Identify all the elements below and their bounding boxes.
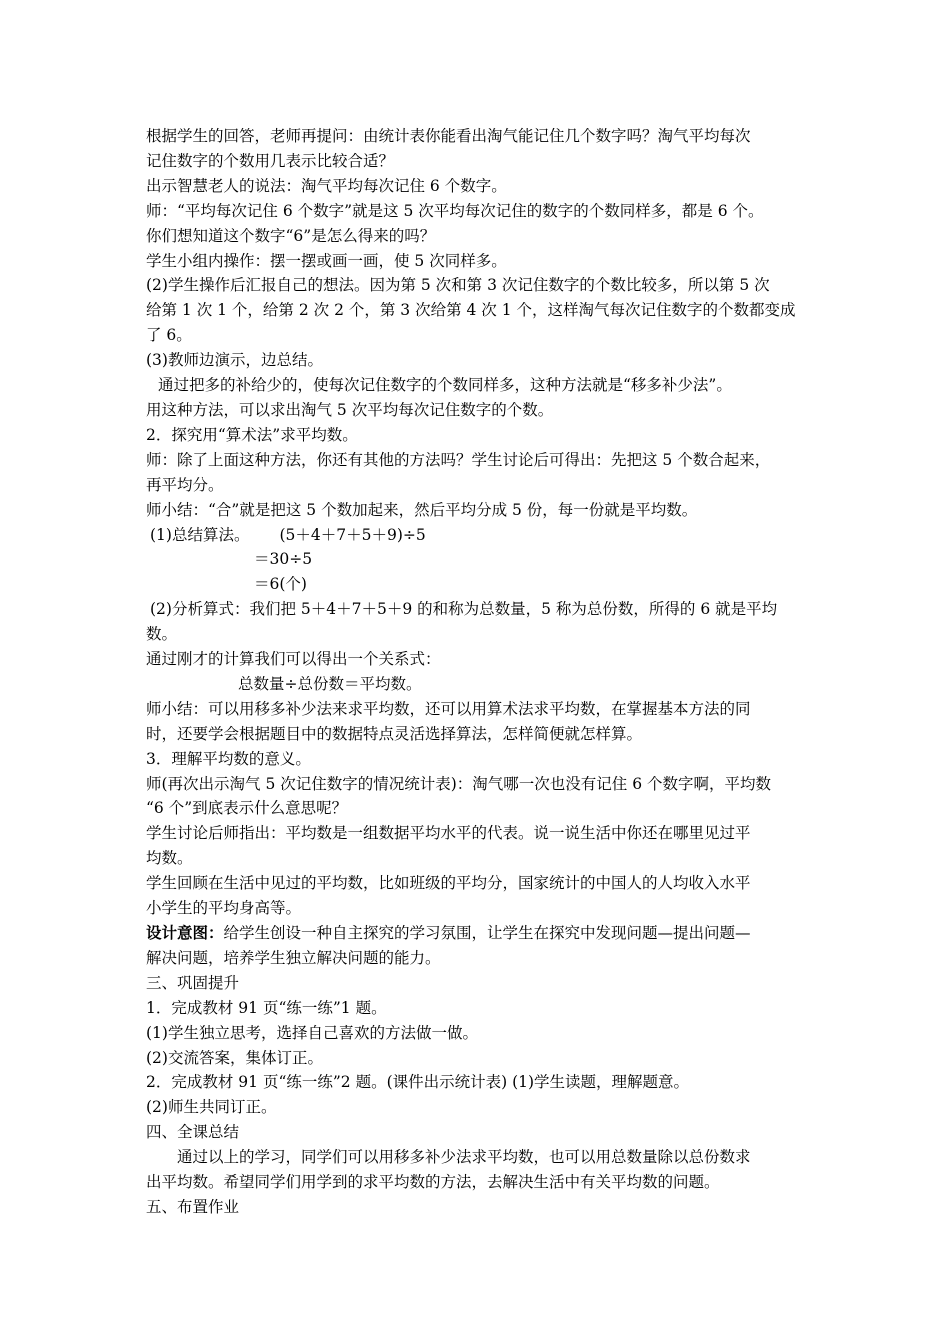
text-line: (2)分析算式：我们把 5＋4＋7＋5＋9 的和称为总数量，5 称为总份数，所得的 6 就是平均 bbox=[150, 600, 778, 619]
text-line: 小学生的平均身高等。 bbox=[146, 899, 302, 918]
section-heading: 四、全课总结 bbox=[146, 1123, 240, 1142]
text-line: 2．完成教材 91 页“练一练”2 题。(课件出示统计表) (1)学生读题，理解题意。 bbox=[146, 1073, 690, 1092]
text-line: 数。 bbox=[146, 625, 178, 644]
text-line: 记住数字的个数用几表示比较合适？ bbox=[146, 151, 395, 170]
text-line: 均数。 bbox=[146, 849, 193, 868]
text-line: 通过刚才的计算我们可以得出一个关系式： bbox=[146, 650, 441, 669]
section-heading: 2．探究用“算术法”求平均数。 bbox=[146, 425, 358, 444]
text-line: 师小结：可以用移多补少法来求平均数，还可以用算术法求平均数，在掌握基本方法的同 bbox=[146, 699, 751, 718]
calculation-result: ＝6(个) bbox=[254, 575, 307, 594]
text-line: (2)师生共同订正。 bbox=[146, 1098, 277, 1117]
text-line: 根据学生的回答，老师再提问：由统计表你能看出淘气能记住几个数字吗？淘气平均每次 bbox=[146, 127, 751, 145]
text-line: 用这种方法，可以求出淘气 5 次平均每次记住数字的个数。 bbox=[146, 400, 554, 419]
design-intent-line bbox=[146, 921, 814, 946]
text-line: 师：除了上面这种方法，你还有其他的方法吗？学生讨论后可得出：先把这 5 个数合起来， bbox=[146, 450, 771, 469]
text-line: (2)交流答案，集体订正。 bbox=[146, 1048, 323, 1067]
formula-line: 总数量÷总份数＝平均数。 bbox=[238, 674, 422, 693]
text-line: 再平均分。 bbox=[146, 475, 224, 494]
text-line: 通过以上的学习，同学们可以用移多补少法求平均数，也可以用总数量除以总份数求 bbox=[177, 1148, 751, 1167]
text-line: 你们想知道这个数字“6”是怎么得来的吗？ bbox=[146, 226, 436, 245]
text-line: 通过把多的补给少的，使每次记住数字的个数同样多，这种方法就是“移多补少法”。 bbox=[158, 376, 732, 395]
design-intent-text: 给学生创设一种自主探究的学习氛围，让学生在探究中发现问题—提出问题— bbox=[223, 924, 751, 942]
text-line: (2)学生操作后汇报自己的想法。因为第 5 次和第 3 次记住数字的个数比较多，所以第 5 次 bbox=[146, 276, 770, 295]
text-line: 师(再次出示淘气 5 次记住数字的情况统计表)：淘气哪一次也没有记住 6 个数字啊，平均数 bbox=[146, 774, 772, 793]
text-line: 出平均数。希望同学们用学到的求平均数的方法，去解决生活中有关平均数的问题。 bbox=[146, 1173, 720, 1192]
text-line: 给第 1 次 1 个，给第 2 次 2 个，第 3 次给第 4 次 1 个，这样淘气每次记住数字的个数都变成 bbox=[146, 301, 796, 320]
text-line: 学生讨论后师指出：平均数是一组数据平均水平的代表。说一说生活中你还在哪里见过平 bbox=[146, 824, 751, 843]
section-heading: 3．理解平均数的意义。 bbox=[146, 749, 311, 768]
calculation-label: (1)总结算法。 bbox=[150, 525, 250, 544]
calculation-line bbox=[146, 523, 814, 548]
section-heading: 三、巩固提升 bbox=[146, 973, 240, 992]
calculation-step: ＝30÷5 bbox=[254, 550, 313, 569]
calculation-expression: (5＋4＋7＋5＋9)÷5 bbox=[279, 525, 426, 544]
text-line: (3)教师边演示，边总结。 bbox=[146, 351, 323, 370]
text-line: “6 个”到底表示什么意思呢？ bbox=[146, 799, 348, 818]
text-line: (1)学生独立思考，选择自己喜欢的方法做一做。 bbox=[146, 1023, 478, 1042]
section-heading: 五、布置作业 bbox=[146, 1197, 240, 1216]
text-line: 解决问题，培养学生独立解决问题的能力。 bbox=[146, 948, 441, 967]
text-line: 学生回顾在生活中见过的平均数，比如班级的平均分，国家统计的中国人的人均收入水平 bbox=[146, 874, 751, 893]
design-intent-label: 设计意图： bbox=[146, 923, 224, 942]
text-line: 了 6。 bbox=[146, 326, 192, 345]
text-line: 学生小组内操作：摆一摆或画一画，使 5 次同样多。 bbox=[146, 251, 507, 270]
text-line: 出示智慧老人的说法：淘气平均每次记住 6 个数字。 bbox=[146, 176, 507, 195]
text-line: 师小结：“合”就是把这 5 个数加起来，然后平均分成 5 份，每一份就是平均数。 bbox=[146, 500, 698, 519]
text-line: 师：“平均每次记住 6 个数字”就是这 5 次平均每次记住的数字的个数同样多，都是 6 个。 bbox=[146, 201, 764, 220]
document-body bbox=[146, 124, 814, 1220]
text-line: 1．完成教材 91 页“练一练”1 题。 bbox=[146, 998, 387, 1017]
text-line: 时，还要学会根据题目中的数据特点灵活选择算法，怎样简便就怎样算。 bbox=[146, 724, 643, 743]
